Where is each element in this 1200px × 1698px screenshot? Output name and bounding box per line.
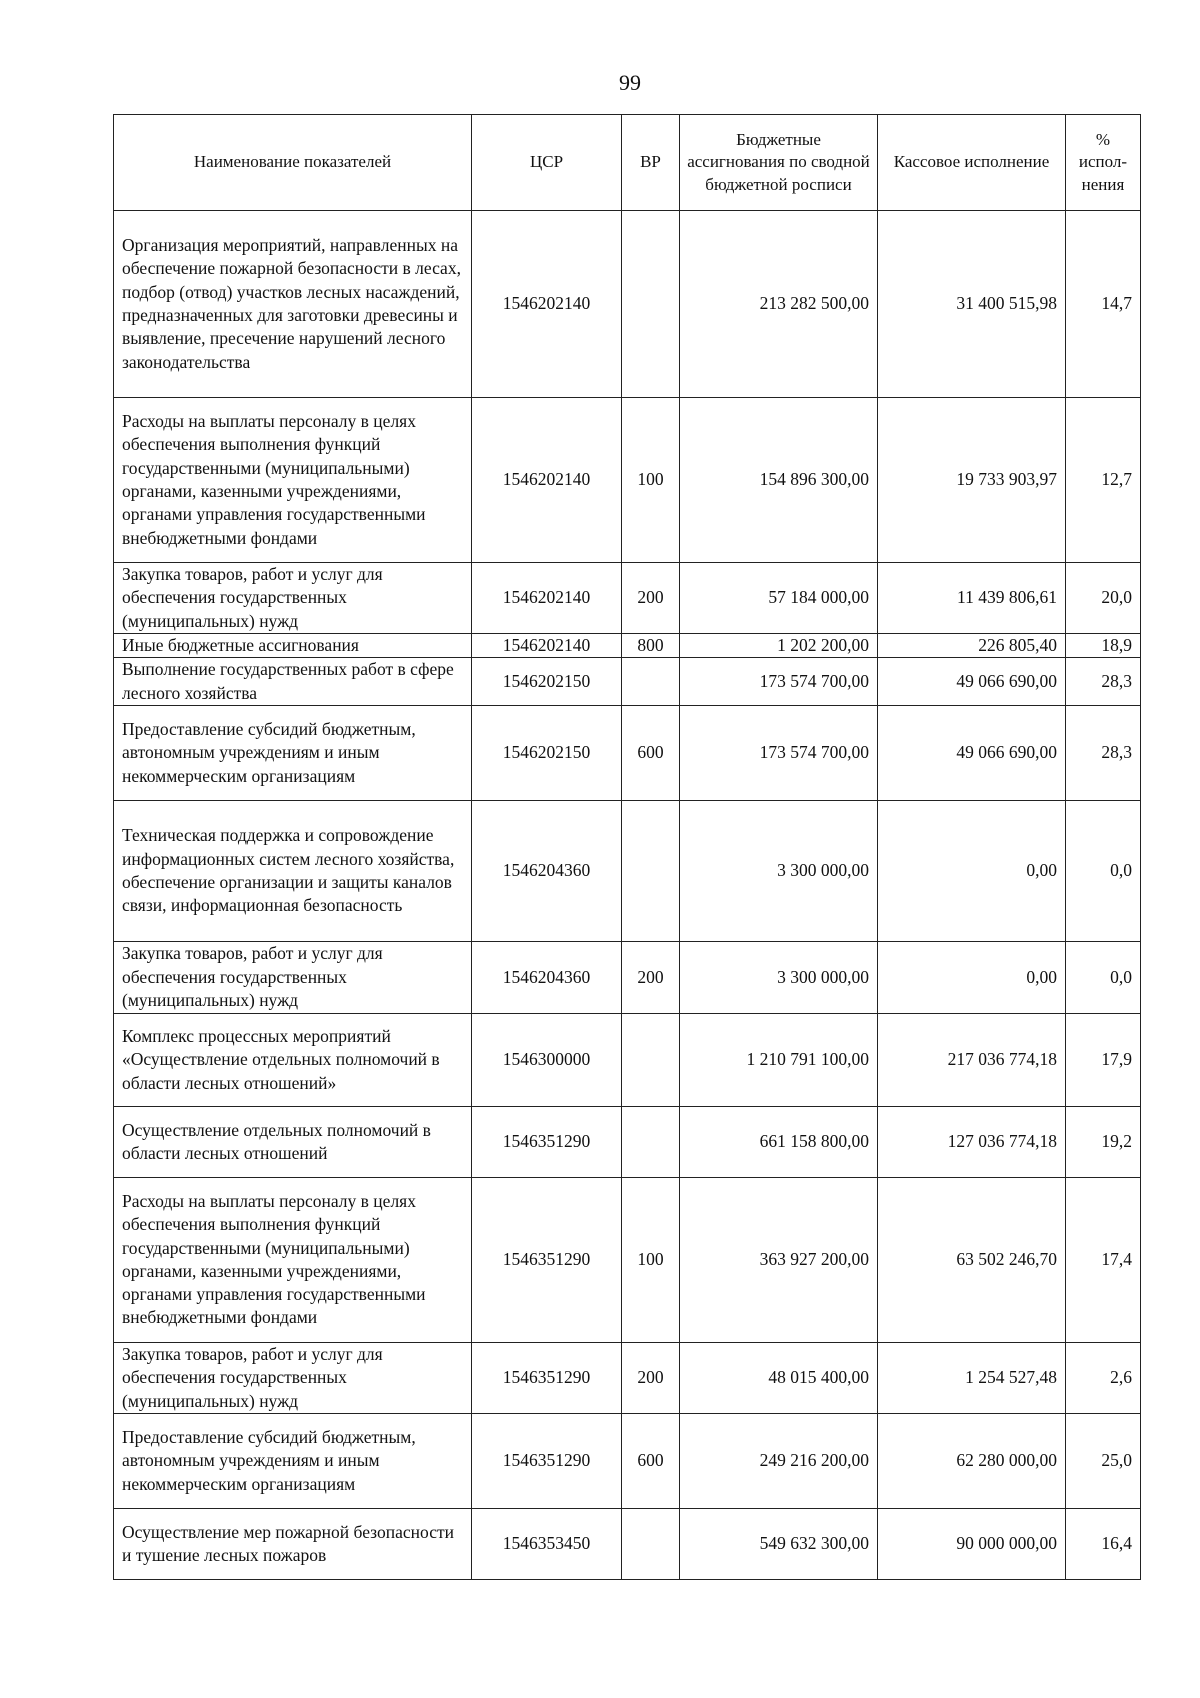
header-allocations: Бюджетные ассигнования по сводной бюджетной росписи — [680, 115, 878, 211]
row-cash-cell: 0,00 — [878, 800, 1066, 941]
table-row — [114, 658, 1141, 706]
row-vr-cell: 100 — [622, 1177, 680, 1342]
row-vr-cell — [622, 658, 680, 706]
row-csr-cell: 1546202150 — [472, 705, 622, 800]
row-name-cell: Иные бюджетные ассигнования — [114, 634, 472, 658]
row-allocations-cell: 3 300 000,00 — [680, 800, 878, 941]
row-name-cell: Комплекс процессных мероприятий «Осуществление отдельных полномочий в области лесных отношений» — [114, 1013, 472, 1106]
row-name-cell: Расходы на выплаты персоналу в целях обеспечения выполнения функций государственными (муниципальными) органами, казенными учреждениями, органами управления государственными внебюджетными фондами — [114, 398, 472, 563]
row-cash-cell: 127 036 774,18 — [878, 1106, 1066, 1177]
table-row — [114, 1508, 1141, 1579]
row-cash-cell: 31 400 515,98 — [878, 211, 1066, 398]
row-csr-cell: 1546351290 — [472, 1413, 622, 1508]
table-row — [114, 563, 1141, 634]
row-allocations-cell: 173 574 700,00 — [680, 705, 878, 800]
row-allocations-cell: 661 158 800,00 — [680, 1106, 878, 1177]
row-allocations-cell: 154 896 300,00 — [680, 398, 878, 563]
row-cash-cell: 1 254 527,48 — [878, 1342, 1066, 1413]
row-percent-cell: 2,6 — [1066, 1342, 1141, 1413]
table-row — [114, 1413, 1141, 1508]
row-allocations-cell: 213 282 500,00 — [680, 211, 878, 398]
row-vr-cell: 100 — [622, 398, 680, 563]
row-percent-cell: 18,9 — [1066, 634, 1141, 658]
row-percent-cell: 0,0 — [1066, 941, 1141, 1013]
row-csr-cell: 1546353450 — [472, 1508, 622, 1579]
row-allocations-cell: 549 632 300,00 — [680, 1508, 878, 1579]
header-csr: ЦСР — [472, 115, 622, 211]
row-percent-cell: 19,2 — [1066, 1106, 1141, 1177]
row-percent-cell: 28,3 — [1066, 705, 1141, 800]
row-name-cell: Предоставление субсидий бюджетным, автономным учреждениям и иным некоммерческим организациям — [114, 705, 472, 800]
row-cash-cell: 63 502 246,70 — [878, 1177, 1066, 1342]
row-cash-cell: 90 000 000,00 — [878, 1508, 1066, 1579]
table-row — [114, 211, 1141, 398]
table-row — [114, 800, 1141, 941]
row-csr-cell: 1546204360 — [472, 941, 622, 1013]
row-name-cell: Предоставление субсидий бюджетным, автономным учреждениям и иным некоммерческим организациям — [114, 1413, 472, 1508]
row-name-cell: Выполнение государственных работ в сфере лесного хозяйства — [114, 658, 472, 706]
row-cash-cell: 49 066 690,00 — [878, 658, 1066, 706]
row-name-cell: Закупка товаров, работ и услуг для обеспечения государственных (муниципальных) нужд — [114, 1342, 472, 1413]
row-cash-cell: 49 066 690,00 — [878, 705, 1066, 800]
row-allocations-cell: 249 216 200,00 — [680, 1413, 878, 1508]
row-csr-cell: 1546202140 — [472, 211, 622, 398]
row-vr-cell: 600 — [622, 705, 680, 800]
page-number: 99 — [619, 70, 641, 95]
header-vr: ВР — [622, 115, 680, 211]
budget-execution-table — [113, 114, 1141, 1580]
row-csr-cell: 1546351290 — [472, 1106, 622, 1177]
row-csr-cell: 1546351290 — [472, 1177, 622, 1342]
row-csr-cell: 1546300000 — [472, 1013, 622, 1106]
row-vr-cell — [622, 800, 680, 941]
table-row — [114, 941, 1141, 1013]
row-percent-cell: 25,0 — [1066, 1413, 1141, 1508]
row-percent-cell: 17,9 — [1066, 1013, 1141, 1106]
row-allocations-cell: 1 210 791 100,00 — [680, 1013, 878, 1106]
row-cash-cell: 0,00 — [878, 941, 1066, 1013]
row-csr-cell: 1546202140 — [472, 634, 622, 658]
row-vr-cell — [622, 211, 680, 398]
row-name-cell: Осуществление отдельных полномочий в области лесных отношений — [114, 1106, 472, 1177]
row-name-cell: Закупка товаров, работ и услуг для обеспечения государственных (муниципальных) нужд — [114, 941, 472, 1013]
row-cash-cell: 226 805,40 — [878, 634, 1066, 658]
row-vr-cell: 600 — [622, 1413, 680, 1508]
row-csr-cell: 1546351290 — [472, 1342, 622, 1413]
row-vr-cell: 200 — [622, 563, 680, 634]
row-percent-cell: 28,3 — [1066, 658, 1141, 706]
row-name-cell: Организация мероприятий, направленных на обеспечение пожарной безопасности в лесах, подбор (отвод) участков лесных насаждений, предназначенных для заготовки древесины и выявление, пресечение нарушений лесного законодательства — [114, 211, 472, 398]
header-name: Наименование показателей — [114, 115, 472, 211]
header-percent: % испол-нения — [1066, 115, 1141, 211]
table-row — [114, 1177, 1141, 1342]
row-percent-cell: 20,0 — [1066, 563, 1141, 634]
row-vr-cell — [622, 1508, 680, 1579]
table-row — [114, 1013, 1141, 1106]
row-cash-cell: 62 280 000,00 — [878, 1413, 1066, 1508]
row-name-cell: Расходы на выплаты персоналу в целях обеспечения выполнения функций государственными (муниципальными) органами, казенными учреждениями, органами управления государственными внебюджетными фондами — [114, 1177, 472, 1342]
row-name-cell: Техническая поддержка и сопровождение информационных систем лесного хозяйства, обеспечение организации и защиты каналов связи, информационная безопасность — [114, 800, 472, 941]
row-allocations-cell: 363 927 200,00 — [680, 1177, 878, 1342]
row-csr-cell: 1546202150 — [472, 658, 622, 706]
row-allocations-cell: 173 574 700,00 — [680, 658, 878, 706]
row-cash-cell: 217 036 774,18 — [878, 1013, 1066, 1106]
table-row — [114, 398, 1141, 563]
table-row — [114, 1342, 1141, 1413]
row-percent-cell: 12,7 — [1066, 398, 1141, 563]
row-name-cell: Закупка товаров, работ и услуг для обеспечения государственных (муниципальных) нужд — [114, 563, 472, 634]
row-name-cell: Осуществление мер пожарной безопасности и тушение лесных пожаров — [114, 1508, 472, 1579]
table-row — [114, 1106, 1141, 1177]
row-allocations-cell: 3 300 000,00 — [680, 941, 878, 1013]
table-row — [114, 705, 1141, 800]
row-allocations-cell: 1 202 200,00 — [680, 634, 878, 658]
row-allocations-cell: 57 184 000,00 — [680, 563, 878, 634]
table-body — [114, 211, 1141, 1580]
row-cash-cell: 11 439 806,61 — [878, 563, 1066, 634]
row-csr-cell: 1546202140 — [472, 398, 622, 563]
row-csr-cell: 1546202140 — [472, 563, 622, 634]
row-percent-cell: 16,4 — [1066, 1508, 1141, 1579]
row-cash-cell: 19 733 903,97 — [878, 398, 1066, 563]
row-allocations-cell: 48 015 400,00 — [680, 1342, 878, 1413]
row-vr-cell — [622, 1013, 680, 1106]
row-percent-cell: 17,4 — [1066, 1177, 1141, 1342]
row-vr-cell: 800 — [622, 634, 680, 658]
header-cash: Кассовое исполнение — [878, 115, 1066, 211]
row-percent-cell: 14,7 — [1066, 211, 1141, 398]
row-csr-cell: 1546204360 — [472, 800, 622, 941]
row-percent-cell: 0,0 — [1066, 800, 1141, 941]
row-vr-cell: 200 — [622, 1342, 680, 1413]
table-header — [114, 115, 1141, 211]
row-vr-cell: 200 — [622, 941, 680, 1013]
table-row — [114, 634, 1141, 658]
row-vr-cell — [622, 1106, 680, 1177]
